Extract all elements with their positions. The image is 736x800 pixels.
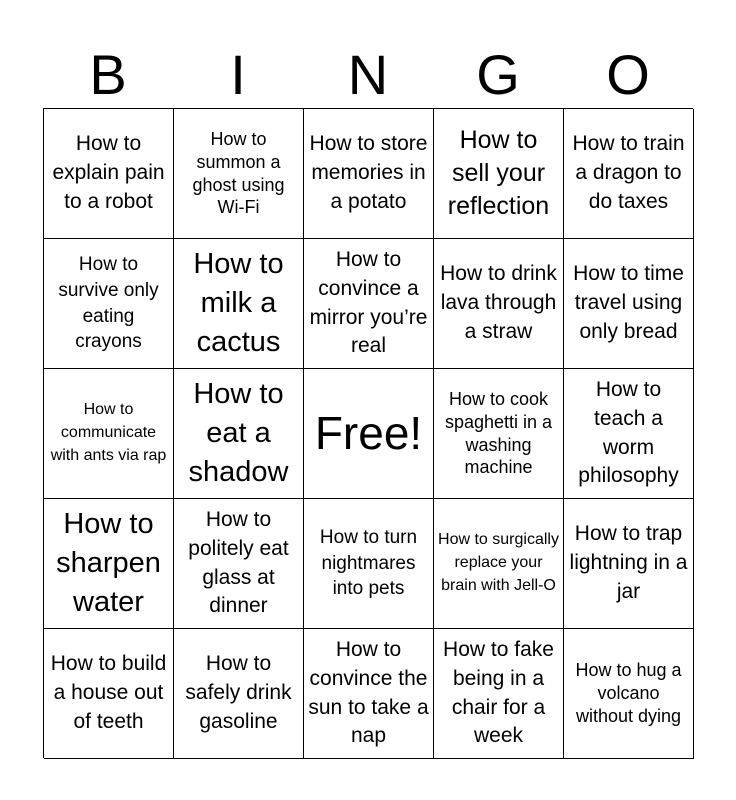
bingo-cell[interactable]: How to cook spaghetti in a washing machine (434, 369, 564, 499)
bingo-header (43, 42, 693, 108)
bingo-cell[interactable]: How to hug a volcano without dying (564, 629, 694, 759)
header-letter-g: G (476, 43, 520, 106)
bingo-card (43, 108, 693, 758)
bingo-cell[interactable]: How to train a dragon to do taxes (564, 109, 694, 239)
header-letter-n: N (347, 43, 389, 106)
bingo-cell[interactable]: How to convince the sun to take a nap (304, 629, 434, 759)
header-letter-o: O (606, 43, 650, 106)
bingo-cell[interactable]: How to convince a mirror you’re real (304, 239, 434, 369)
bingo-cell[interactable]: How to store memories in a potato (304, 109, 434, 239)
bingo-cell[interactable]: How to summon a ghost using Wi-Fi (174, 109, 304, 239)
bingo-cell[interactable]: How to time travel using only bread (564, 239, 694, 369)
bingo-cell[interactable]: How to turn nightmares into pets (304, 499, 434, 629)
header-letter-i: I (230, 43, 246, 106)
bingo-cell[interactable]: How to safely drink gasoline (174, 629, 304, 759)
bingo-cell[interactable]: How to build a house out of teeth (44, 629, 174, 759)
bingo-cell[interactable]: How to teach a worm philosophy (564, 369, 694, 499)
free-space-cell[interactable]: Free! (304, 369, 434, 499)
bingo-cell[interactable]: How to drink lava through a straw (434, 239, 564, 369)
bingo-cell[interactable]: How to trap lightning in a jar (564, 499, 694, 629)
bingo-cell[interactable]: How to sell your reflection (434, 109, 564, 239)
bingo-cell[interactable]: How to sharpen water (44, 499, 174, 629)
bingo-cell[interactable]: How to milk a cactus (174, 239, 304, 369)
bingo-cell[interactable]: How to communicate with ants via rap (44, 369, 174, 499)
bingo-cell[interactable]: How to surgically replace your brain with Jell-O (434, 499, 564, 629)
bingo-cell[interactable]: How to politely eat glass at dinner (174, 499, 304, 629)
header-letter-b: B (89, 43, 127, 106)
bingo-cell[interactable]: How to explain pain to a robot (44, 109, 174, 239)
bingo-cell[interactable]: How to eat a shadow (174, 369, 304, 499)
bingo-cell[interactable]: How to fake being in a chair for a week (434, 629, 564, 759)
bingo-cell[interactable]: How to survive only eating crayons (44, 239, 174, 369)
